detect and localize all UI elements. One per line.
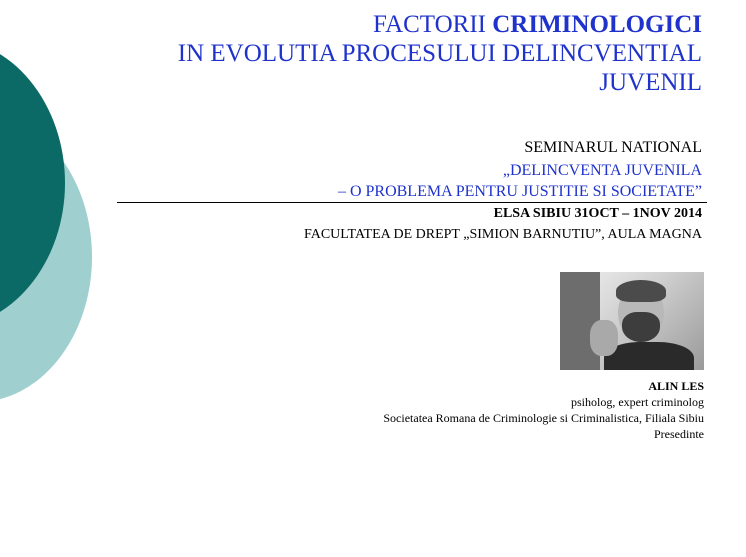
seminar-heading: SEMINARUL NATIONAL: [524, 139, 702, 156]
title-line-3: JUVENIL: [599, 69, 702, 96]
seminar-subtitle-line-2: – O PROBLEMA PENTRU JUSTITIE SI SOCIETATE”: [337, 183, 702, 200]
title-line-1: [142, 10, 702, 39]
title-line-2: IN EVOLUTIA PROCESULUI DELINCVENTIAL: [177, 40, 702, 67]
presentation-title: [142, 10, 702, 97]
author-role: psiholog, expert criminolog: [571, 395, 704, 409]
event-date: ELSA SIBIU 31OCT – 1NOV 2014: [493, 206, 702, 221]
author-organization: Societatea Romana de Criminologie si Criminalistica, Filiala Sibiu: [383, 411, 704, 425]
seminar-subtitle: [82, 160, 702, 202]
author-position: Presedinte: [654, 427, 704, 441]
title-bold-word: CRIMINOLOGICI: [492, 11, 702, 38]
author-name: ALIN LES: [648, 379, 704, 393]
author-block: [304, 378, 704, 442]
seminar-subtitle-line-1: „DELINCVENTA JUVENILA: [502, 162, 702, 179]
title-prefix: FACTORII: [373, 11, 493, 38]
author-photo: [560, 272, 704, 370]
event-venue: FACULTATEA DE DREPT „SIMION BARNUTIU”, AULA MAGNA: [303, 227, 702, 242]
divider-line: [117, 202, 707, 203]
